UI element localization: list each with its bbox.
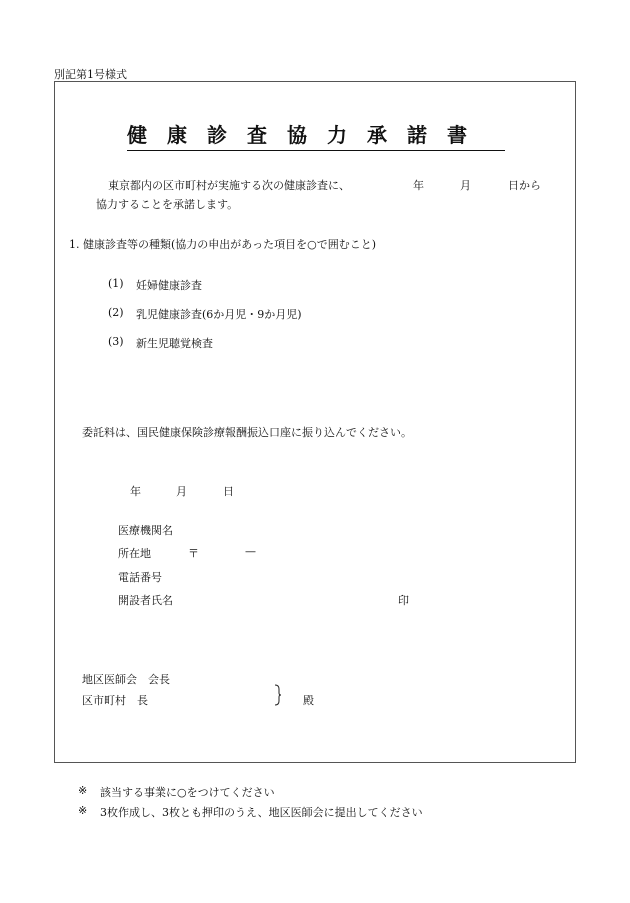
address-label: 所在地	[118, 547, 151, 560]
note-text: 3枚作成し、3枚とも押印のうえ、地区医師会に提出してください	[100, 806, 423, 819]
addressee-medical-association: 地区医師会 会長	[82, 673, 170, 686]
institution-name-label: 医療機関名	[118, 524, 173, 537]
note-mark: ※	[78, 804, 88, 817]
date-day-label: 日	[223, 485, 234, 498]
date-month-label: 月	[176, 485, 187, 498]
exam-item-label: 乳児健康診査(6か月児・9か月児)	[136, 308, 302, 321]
consent-text-line2: 協力することを承諾します。	[96, 198, 239, 211]
brace-icon	[274, 684, 282, 706]
postal-mark: 〒	[188, 547, 199, 560]
exam-item-number: (3)	[108, 335, 124, 348]
exam-item-label: 妊婦健康診査	[136, 279, 202, 292]
consent-month-label: 月	[460, 179, 471, 192]
section-heading-exam-types: 1. 健康診査等の種類(協力の申出があった項目を○で囲むこと)	[69, 238, 377, 251]
document-title: 健康診査協力承諾書	[127, 122, 505, 151]
seal-mark: 印	[398, 594, 409, 607]
date-year-label: 年	[130, 485, 141, 498]
exam-item-label: 新生児聴覚検査	[136, 337, 213, 350]
addressee-municipality-head: 区市町村 長	[82, 694, 148, 707]
consent-text-line1: 東京都内の区市町村が実施する次の健康診査に、	[108, 179, 350, 192]
exam-item-number: (1)	[108, 277, 124, 290]
note-mark: ※	[78, 784, 88, 797]
consent-day-from-label: 日から	[508, 179, 541, 192]
form-number: 別記第1号様式	[54, 68, 127, 81]
founder-name-label: 開設者氏名	[118, 594, 173, 607]
payment-note: 委託料は、国民健康保険診療報酬振込口座に振り込んでください。	[82, 426, 412, 439]
consent-year-label: 年	[413, 179, 424, 192]
phone-label: 電話番号	[118, 571, 162, 584]
honorific: 殿	[303, 694, 314, 707]
exam-item-number: (2)	[108, 306, 124, 319]
note-text: 該当する事業に○をつけてください	[100, 786, 275, 799]
postal-dash: —	[245, 545, 256, 558]
